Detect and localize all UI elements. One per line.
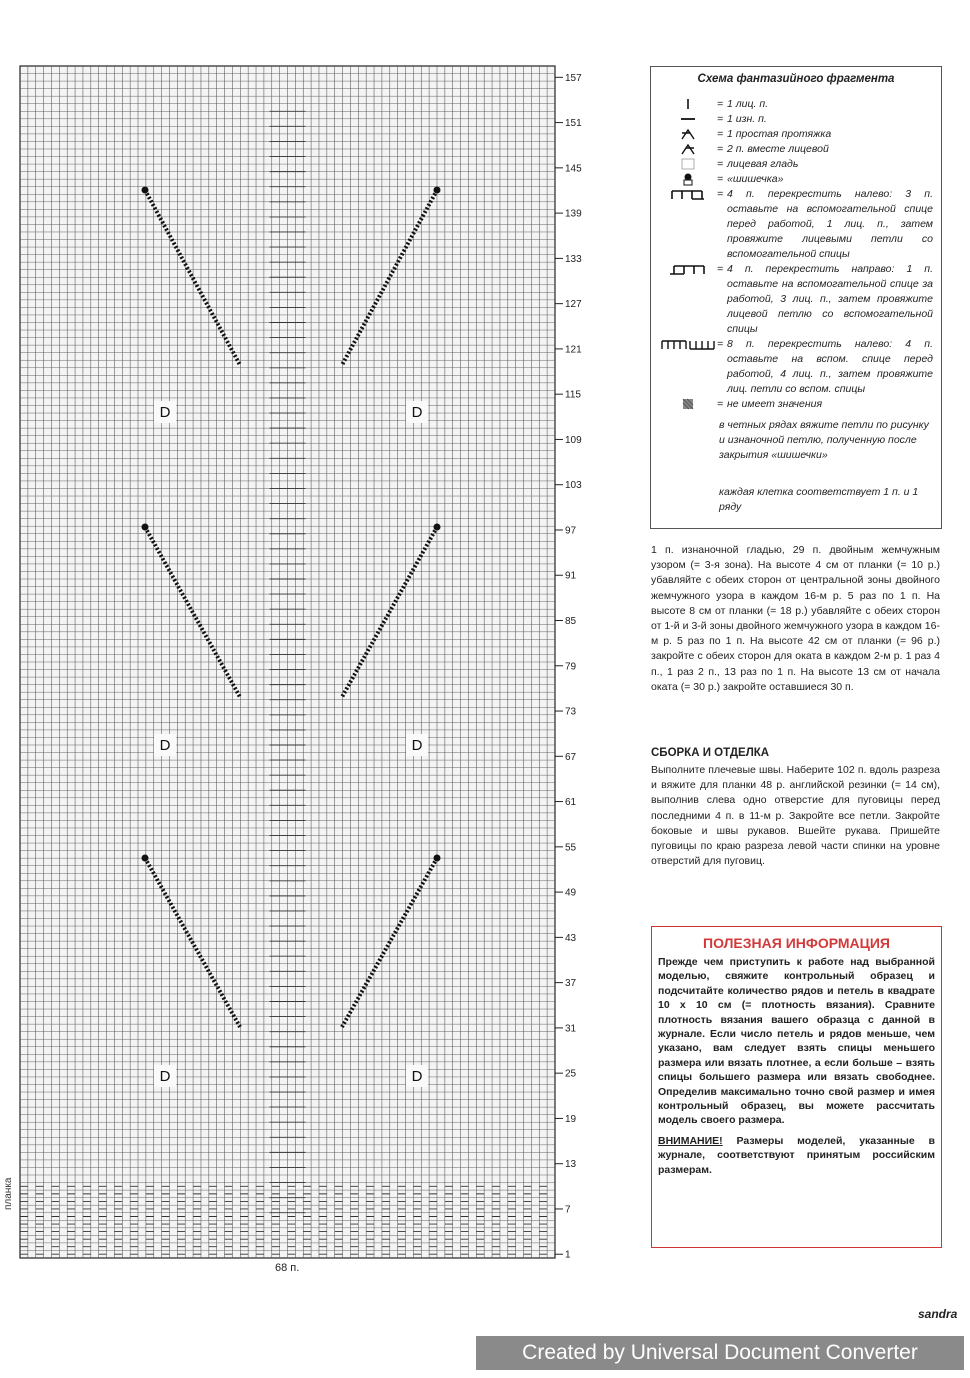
row-label: 109 xyxy=(565,434,582,446)
row-label: 7 xyxy=(565,1204,571,1216)
legend-item: = 4 п. перекрестить налево: 3 п. оставьте на вспомогательной спице перед работой, 1 лиц. п., затем провяжите лицевыми петли со вспомогательной спицы xyxy=(659,187,933,262)
marker-d: D xyxy=(411,737,423,754)
row-label: 121 xyxy=(565,344,582,356)
legend-item-text: 1 простая протяжка xyxy=(727,128,832,140)
marker-d: D xyxy=(159,737,171,754)
converter-watermark: Created by Universal Document Converter xyxy=(476,1336,964,1370)
legend-item: = 4 п. перекрестить направо: 1 п. оставьте на вспомогательной спице за работой, 3 лиц. п., затем провяжите лицевой петлю со вспомогательной спицы xyxy=(659,262,933,337)
cross-right-4-icon xyxy=(659,262,717,276)
bobble-mark xyxy=(434,855,441,862)
row-label: 55 xyxy=(565,842,577,854)
marker-d: D xyxy=(411,404,423,421)
legend-note-cell: каждая клетка соответствует 1 п. и 1 ряду xyxy=(719,486,919,513)
bobble-mark xyxy=(434,187,441,194)
purl-stitch-icon xyxy=(659,112,717,126)
stockinette-icon xyxy=(659,157,717,171)
cross-left-4-icon xyxy=(659,187,717,201)
bobble-mark xyxy=(142,187,149,194)
legend-item: = не имеет значения xyxy=(659,397,933,412)
row-label: 85 xyxy=(565,616,577,628)
row-label: 19 xyxy=(565,1113,577,1125)
legend-item-text: лицевая гладь xyxy=(727,158,799,170)
legend-item: = «шишечка» xyxy=(659,172,933,187)
chart-stitch-count: 68 п. xyxy=(275,1262,300,1274)
legend-item-text: 1 лиц. п. xyxy=(727,98,769,110)
bobble-mark xyxy=(142,855,149,862)
legend-note-even-rows: в четных рядах вяжите петли по рисунку и изнаночной петлю, полученную после закрытия «шишечки» xyxy=(719,419,929,461)
row-label: 157 xyxy=(565,72,582,84)
bobble-mark xyxy=(142,524,149,531)
chart-side-label: планка xyxy=(3,1177,14,1210)
legend-item-text: «шишечка» xyxy=(727,173,784,185)
useful-info-warning xyxy=(658,1134,935,1177)
marker-d: D xyxy=(159,1068,171,1085)
useful-info-text: Прежде чем приступить к работе над выбранной моделью, свяжите контрольный образец и подсчитайте количество рядов и петель в квадрате 10 х 10 см (= плотность вязания). Сравните плотность вязания вашего образца с данной в журнале. Если число петель и рядов меньше, чем указано, вам следует взять спицы меньшего размера или вязать плотнее, а если больше – взять спицы большего размера или вязать свободнее. Определив максимально точно свой размер и имея контрольный образец, вы можете рассчитать модель своего размера. xyxy=(658,956,935,1127)
legend-item: = 1 изн. п. xyxy=(659,112,933,127)
instructions-text: 1 п. изнаночной гладью, 29 п. двойным жемчужным узором (= 3-я зона). На высоте 4 см от планки (= 10 р.) убавляйте с обеих сторон от центральной зоны двойного жемчужного узора в каждом 16-м р. 5 раз по 1 п. На высоте 8 см от планки (= 18 р.) убавляйте с обеих сторон от 1-й и 3-й зоны двойного жемчужного узора в каждом 16-м р. 5 раз по 1 п. На высоте 42 см от планки (= 96 р.) закройте с обеих сторон для оката в каждом 2-м р. 1 раз 4 п., 1 раз 2 п., 13 раз по 1 п. На высоте 13 см от начала оката (= 30 р.) закройте оставшиеся 30 п. xyxy=(651,544,940,693)
legend-item: = 1 простая протяжка xyxy=(659,127,933,142)
marker-d: D xyxy=(159,404,171,421)
warning-label: ВНИМАНИЕ! xyxy=(658,1134,723,1147)
row-label: 139 xyxy=(565,208,582,220)
row-label: 133 xyxy=(565,253,582,265)
bobble-icon xyxy=(659,172,717,186)
legend-title: Схема фантазийного фрагмента xyxy=(697,73,895,85)
legend-item: = 1 лиц. п. xyxy=(659,97,933,112)
k2tog-icon xyxy=(659,142,717,156)
simple-slip-icon xyxy=(659,127,717,141)
legend-item-text: 2 п. вместе лицевой xyxy=(727,143,829,155)
legend-item: = лицевая гладь xyxy=(659,157,933,172)
row-label: 61 xyxy=(565,797,577,809)
row-label: 25 xyxy=(565,1068,577,1080)
row-label: 67 xyxy=(565,751,577,763)
row-label: 103 xyxy=(565,480,582,492)
row-label: 73 xyxy=(565,706,577,718)
row-label: 37 xyxy=(565,978,577,990)
useful-info-box xyxy=(651,926,942,1248)
legend-item-text: не имеет значения xyxy=(727,398,823,410)
knit-stitch-icon xyxy=(659,97,717,111)
legend-item: = 2 п. вместе лицевой xyxy=(659,142,933,157)
assembly-heading: СБОРКА И ОТДЕЛКА xyxy=(651,747,770,759)
row-label: 97 xyxy=(565,525,577,537)
row-label: 31 xyxy=(565,1023,577,1035)
legend-item-text: 8 п. перекрестить налево: 4 п. оставьте на вспом. спице перед работой, 4 лиц. п., затем провяжите лиц. петли со вспом. спицы xyxy=(727,338,933,395)
row-label: 43 xyxy=(565,932,577,944)
warning-text: Размеры моделей, указанные в журнале, соответствуют принятым российским размерам. xyxy=(658,1134,935,1176)
row-label: 79 xyxy=(565,661,577,673)
legend-item-text: 1 изн. п. xyxy=(727,113,767,125)
useful-info-title: ПОЛЕЗНАЯ ИНФОРМАЦИЯ xyxy=(703,935,890,951)
row-label: 91 xyxy=(565,570,577,582)
legend-item: = 8 п. перекрестить налево: 4 п. оставьте на вспом. спице перед работой, 4 лиц. п., затем провяжите лиц. петли со вспом. спицы xyxy=(659,337,933,397)
row-label: 151 xyxy=(565,118,582,130)
no-stitch-icon xyxy=(659,397,717,411)
brand-logo: sandra xyxy=(918,1307,958,1321)
cross-left-8-icon xyxy=(659,337,717,351)
legend-item-text: 4 п. перекрестить направо: 1 п. оставьте на вспомогательной спице за работой, 3 лиц. п., затем провяжите лицевой петлю со вспомогательной спицы xyxy=(727,263,933,335)
marker-d: D xyxy=(411,1068,423,1085)
row-label: 49 xyxy=(565,887,577,899)
legend-item-text: 4 п. перекрестить налево: 3 п. оставьте на вспомогательной спице перед работой, 1 лиц. п., затем провяжите лицевыми петли со вспомогательной спицы xyxy=(727,188,933,260)
row-label: 127 xyxy=(565,299,582,311)
bobble-mark xyxy=(434,524,441,531)
row-label: 13 xyxy=(565,1159,577,1171)
row-label: 1 xyxy=(565,1249,571,1261)
row-label: 115 xyxy=(565,389,581,401)
assembly-text: Выполните плечевые швы. Наберите 102 п. вдоль разреза и вяжите для планки 48 р. английской резинки (= 14 см), выполнив слева одно отверстие для пуговицы перед последними 4 п. в 11-м р. Закройте все петли. Закройте боковые и швы рукавов. Вшейте рукава. Пришейте пуговицы по краю разреза левой части спинки на уровне отверстий для пуговиц. xyxy=(651,764,940,868)
legend-box xyxy=(650,66,942,529)
row-label: 145 xyxy=(565,163,582,175)
